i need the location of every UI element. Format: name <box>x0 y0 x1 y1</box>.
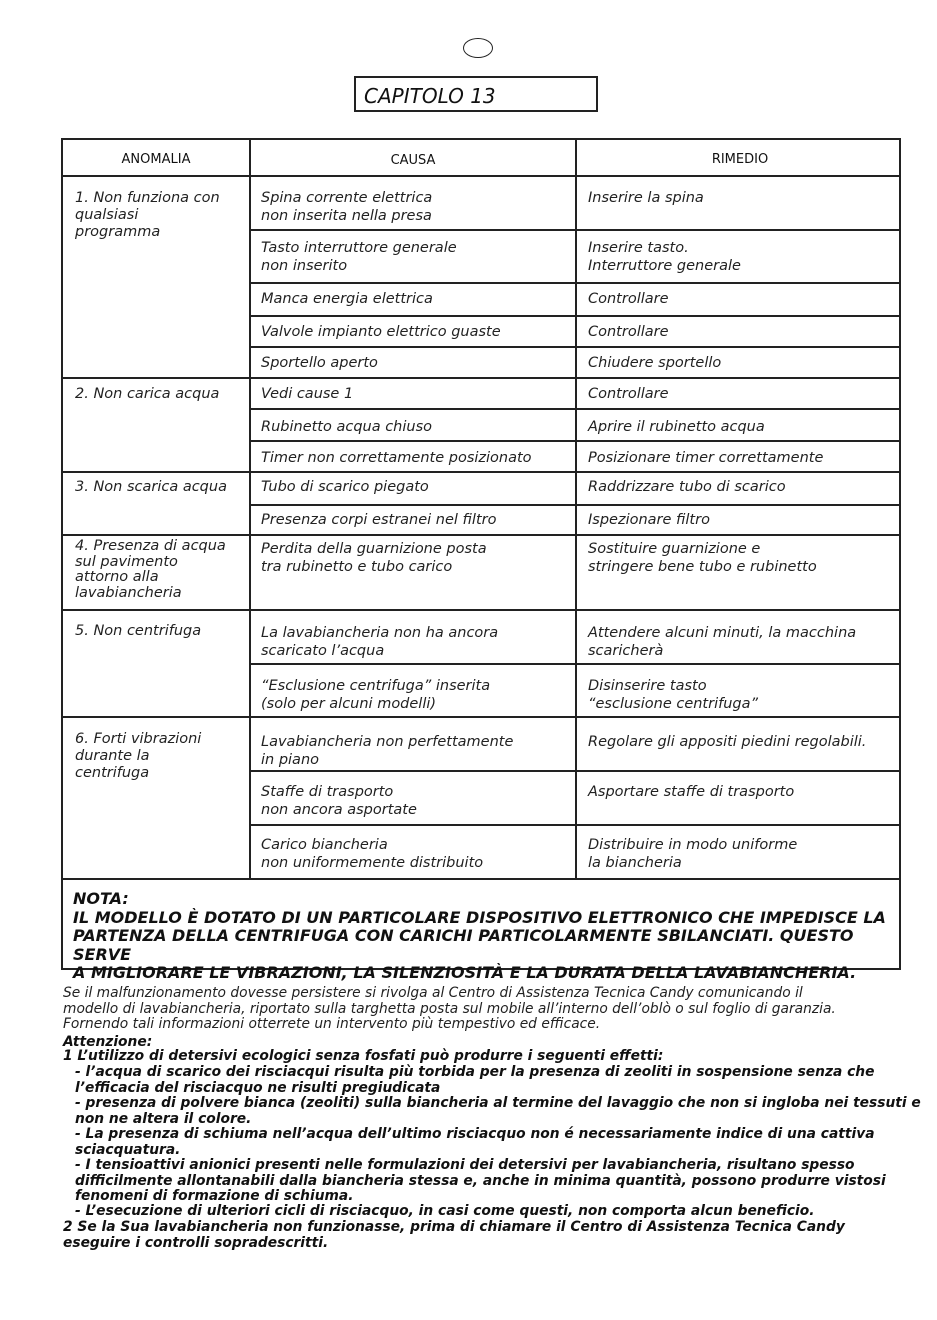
table-rule <box>249 315 901 317</box>
table-rule <box>63 377 901 379</box>
causa-cell: Presenza corpi estranei nel filtro <box>261 512 497 528</box>
rimedio-cell: Chiudere sportello <box>588 355 722 371</box>
anomaly-6: 6. Forti vibrazioni durante la centrifuga <box>75 731 202 781</box>
rimedio-cell: Distribuire in modo uniforme la biancheria <box>588 837 798 871</box>
troubleshooting-table <box>61 138 901 982</box>
table-rule <box>249 770 901 772</box>
point-2: 2 Se la Sua lavabiancheria non funzionasse, prima di chiamare il Centro di Assistenza Tecnica Candy eseguire i controlli sopradescritti. <box>63 1219 845 1251</box>
table-rule <box>63 175 901 177</box>
table-rule <box>63 471 901 473</box>
causa-cell: Valvole impianto elettrico guaste <box>261 324 501 340</box>
table-rule <box>63 716 901 718</box>
table-rule <box>249 282 901 284</box>
causa-cell: Staffe di trasporto non ancora asportate <box>261 784 417 818</box>
rimedio-cell: Raddrizzare tubo di scarico <box>588 479 786 495</box>
anomaly-3: 3. Non scarica acqua <box>75 479 227 495</box>
causa-cell: Rubinetto acqua chiuso <box>261 419 433 435</box>
rimedio-cell: Inserire la spina <box>588 190 704 206</box>
rimedio-cell: Posizionare timer correttamente <box>588 450 824 466</box>
table-rule <box>249 440 901 442</box>
table-rule <box>249 229 901 231</box>
table-rule <box>249 408 901 410</box>
nota-text: IL MODELLO È DOTATO DI UN PARTICOLARE DISPOSITIVO ELETTRONICO CHE IMPEDISCE LA PARTENZA DELLA CENTRIFUGA CON CARICHI PARTICOLARMENTE SBILANCIATI. QUESTO SERVE A MIGLIORARE LE VIBRAZIONI, LA SILENZIOSITÀ E LA DURATA DELLA LAVABIANCHERIA. <box>73 907 886 982</box>
header-causa: CAUSA <box>390 153 436 168</box>
bullet-item: - presenza di polvere bianca (zeoliti) sulla biancheria al termine del lavaggio che non si ingloba nei tessuti e non ne altera il colore. <box>75 1095 921 1127</box>
causa-cell: Sportello aperto <box>261 355 378 371</box>
causa-cell: La lavabiancheria non ha ancora scaricato l’acqua <box>261 625 499 659</box>
attention-label: Attenzione: <box>63 1034 153 1050</box>
rimedio-cell: Asportare staffe di trasporto <box>588 784 795 800</box>
causa-cell: Spina corrente elettrica non inserita nella presa <box>261 190 433 224</box>
causa-cell: Carico biancheria non uniformemente distribuito <box>261 837 484 871</box>
nota-title: NOTA: <box>73 889 129 908</box>
bullet-item: - l’acqua di scarico dei risciacqui risulta più torbida per la presenza di zeoliti in sospensione senza che l’efficacia del risciacquo ne risulti pregiudicata <box>75 1064 875 1096</box>
bullet-item: - La presenza di schiuma nell’acqua dell’ultimo risciacquo non é necessariamente indice di una cattiva sciacquatura. <box>75 1126 875 1158</box>
anomaly-4: 4. Presenza di acqua sul pavimento attorno alla lavabiancheria <box>75 538 226 601</box>
rimedio-cell: Regolare gli appositi piedini regolabili. <box>588 734 867 750</box>
header-anomalia: ANOMALIA <box>121 152 191 167</box>
rimedio-cell: Disinserire tasto “esclusione centrifuga” <box>588 678 759 712</box>
causa-cell: Lavabiancheria non perfettamente in piano <box>261 734 514 768</box>
rimedio-cell: Controllare <box>588 324 669 340</box>
rimedio-cell: Attendere alcuni minuti, la macchina scaricherà <box>588 625 857 659</box>
causa-cell: Perdita della guarnizione posta tra rubinetto e tubo carico <box>261 541 487 575</box>
causa-cell: Manca energia elettrica <box>261 291 433 307</box>
column-divider <box>575 140 577 880</box>
assistance-paragraph: Se il malfunzionamento dovesse persistere si rivolga al Centro di Assistenza Tecnica Candy comunicando il modello di lavabiancheria, riportato sulla targhetta posta sul mobile all’interno dell’oblò o sul foglio di garanzia. Fornendo tali informazioni otterrete un intervento più tempestivo ed efficace. <box>63 985 836 1032</box>
causa-cell: Tasto interruttore generale non inserito <box>261 240 457 274</box>
bullet-item: - L’esecuzione di ulteriori cicli di risciacquo, in casi come questi, non comporta alcun beneficio. <box>75 1203 815 1219</box>
nota-box <box>73 890 899 983</box>
table-rule <box>63 534 901 536</box>
causa-cell: Vedi cause 1 <box>261 386 354 402</box>
table-rule <box>63 878 901 880</box>
table-rule <box>249 824 901 826</box>
rimedio-cell: Ispezionare filtro <box>588 512 710 528</box>
header-rimedio: RIMEDIO <box>711 152 769 167</box>
anomaly-2: 2. Non carica acqua <box>75 386 220 402</box>
table-rule <box>249 504 901 506</box>
language-oval-marker <box>463 38 493 58</box>
causa-cell: “Esclusione centrifuga” inserita (solo per alcuni modelli) <box>261 678 491 712</box>
rimedio-cell: Aprire il rubinetto acqua <box>588 419 765 435</box>
causa-cell: Timer non correttamente posizionato <box>261 450 532 466</box>
causa-cell: Tubo di scarico piegato <box>261 479 429 495</box>
rimedio-cell: Controllare <box>588 291 669 307</box>
column-divider <box>249 140 251 880</box>
table-rule <box>63 609 901 611</box>
table-rule <box>249 346 901 348</box>
anomaly-1: 1. Non funziona con qualsiasi programma <box>75 190 220 240</box>
rimedio-cell: Controllare <box>588 386 669 402</box>
chapter-title: CAPITOLO 13 <box>354 76 598 112</box>
bullet-item: - I tensioattivi anionici presenti nelle formulazioni dei detersivi per lavabiancheria, risultano spesso difficilmente allontanabili dalla biancheria stessa e, anche in minima quantità, possono produrre vistosi fenomeni di formazione di schiuma. <box>75 1157 886 1204</box>
rimedio-cell: Inserire tasto. Interruttore generale <box>588 240 741 274</box>
rimedio-cell: Sostituire guarnizione e stringere bene tubo e rubinetto <box>588 541 817 575</box>
point-1: 1 L’utilizzo di detersivi ecologici senza fosfati può produrre i seguenti effetti: <box>63 1048 664 1064</box>
anomaly-5: 5. Non centrifuga <box>75 623 202 639</box>
table-rule <box>249 663 901 665</box>
